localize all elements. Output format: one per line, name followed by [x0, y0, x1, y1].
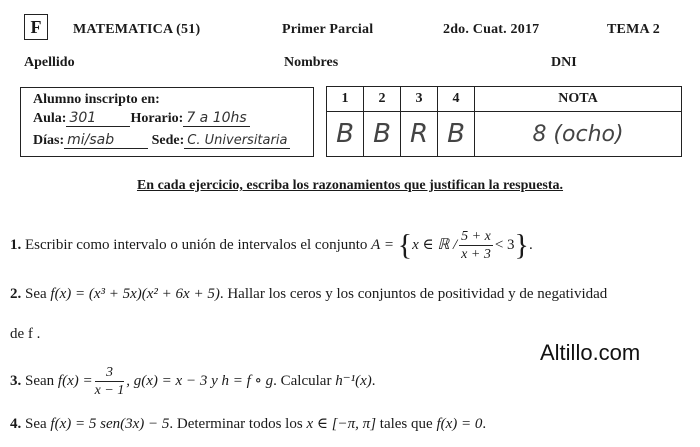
exercise-4 [10, 414, 486, 433]
right-brace: } [514, 228, 529, 262]
exercise-2-lead: Sea [25, 286, 47, 302]
grades-table [326, 86, 682, 157]
exercise-1-condition: < 3 [494, 236, 515, 253]
exercise-3-target: h⁻¹(x) [335, 372, 372, 389]
fraction-denominator: x − 1 [94, 383, 125, 398]
fraction-denominator: x + 3 [461, 247, 491, 262]
aula-horario-row [33, 110, 250, 127]
exercise-3-lead: Sean [25, 372, 55, 389]
aula-value: 301 [66, 110, 130, 127]
exercise-3-fraction [95, 364, 125, 399]
exercise-1-set-var: x ∈ ℝ / [412, 236, 458, 253]
watermark: Altillo.com [540, 340, 641, 365]
exam-name: Primer Parcial [282, 22, 374, 37]
exercise-2-number: 2. [10, 286, 22, 302]
exercise-3 [10, 364, 376, 399]
exercise-2 [10, 286, 607, 303]
dni-label: DNI [551, 55, 577, 70]
exercise-2-formula: f(x) = (x³ + 5x)(x² + 6x + 5) [50, 286, 220, 302]
grade-value-nota: 8 (ocho) [475, 112, 682, 157]
grade-header-1: 1 [327, 87, 364, 112]
surname-label: Apellido [24, 55, 75, 70]
exercise-4-tail: . [482, 416, 487, 432]
grade-value-4: B [438, 112, 475, 157]
exercise-1-tail: . [528, 236, 533, 253]
exercise-1-set-lhs: A = [371, 236, 394, 253]
exercise-1-fraction [459, 228, 493, 263]
aula-label: Aula: [33, 111, 67, 126]
enrolled-label: Alumno inscripto en: [33, 92, 160, 107]
term-label: 2do. Cuat. 2017 [443, 22, 540, 37]
form-letter-box: F [24, 14, 48, 40]
grade-header-4: 4 [438, 87, 475, 112]
exercise-1-number: 1. [10, 236, 22, 253]
grade-header-2: 2 [364, 87, 401, 112]
dias-value: mi/sab [64, 132, 148, 149]
exercise-3-tail: . [371, 372, 376, 389]
left-brace: { [397, 228, 413, 262]
exercise-1-text: Escribir como intervalo o unión de intervalos el conjunto [25, 236, 368, 253]
names-label: Nombres [284, 55, 339, 70]
exercise-4-text2: tales que [379, 416, 433, 432]
exercise-4-formula: f(x) = 5 sen(3x) − 5 [50, 416, 170, 432]
grade-value-2: B [364, 112, 401, 157]
exercise-3-text: . Calcular [273, 372, 332, 389]
grade-value-1: B [327, 112, 364, 157]
grade-header-3: 3 [401, 87, 438, 112]
theme-label: TEMA 2 [607, 22, 660, 37]
dias-label: Días: [33, 133, 65, 148]
student-info-box [20, 87, 314, 157]
exercise-3-number: 3. [10, 372, 22, 389]
horario-label: Horario: [130, 111, 184, 126]
exercise-2-line2: de f . [10, 326, 41, 342]
exercise-3-f-lhs: f(x) = [57, 372, 93, 389]
horario-value: 7 a 10hs [183, 110, 249, 127]
exercise-2-text: . Hallar los ceros y los conjuntos de positividad y de negatividad [219, 286, 608, 302]
exercise-4-number: 4. [10, 416, 22, 432]
exercise-1 [10, 228, 533, 263]
exercise-4-lead: Sea [25, 416, 47, 432]
sede-value: C. Universitaria [184, 133, 290, 149]
exercise-4-domain: x ∈ [−π, π] [306, 416, 377, 432]
dias-sede-row [33, 132, 290, 149]
exercise-4-text: . Determinar todos los [169, 416, 303, 432]
fraction-numerator: 5 + x [461, 229, 491, 244]
fraction-numerator: 3 [95, 364, 125, 382]
sede-label: Sede: [151, 133, 185, 148]
exercise-4-condition: f(x) = 0 [436, 416, 483, 432]
grade-header-nota: NOTA [475, 87, 682, 112]
instructions: En cada ejercicio, escriba los razonamientos que justifican la respuesta. [136, 178, 564, 193]
grade-value-3: R [401, 112, 438, 157]
exercise-3-rest: , g(x) = x − 3 y h = f ∘ g [126, 372, 274, 389]
course-title: MATEMATICA (51) [73, 22, 201, 37]
